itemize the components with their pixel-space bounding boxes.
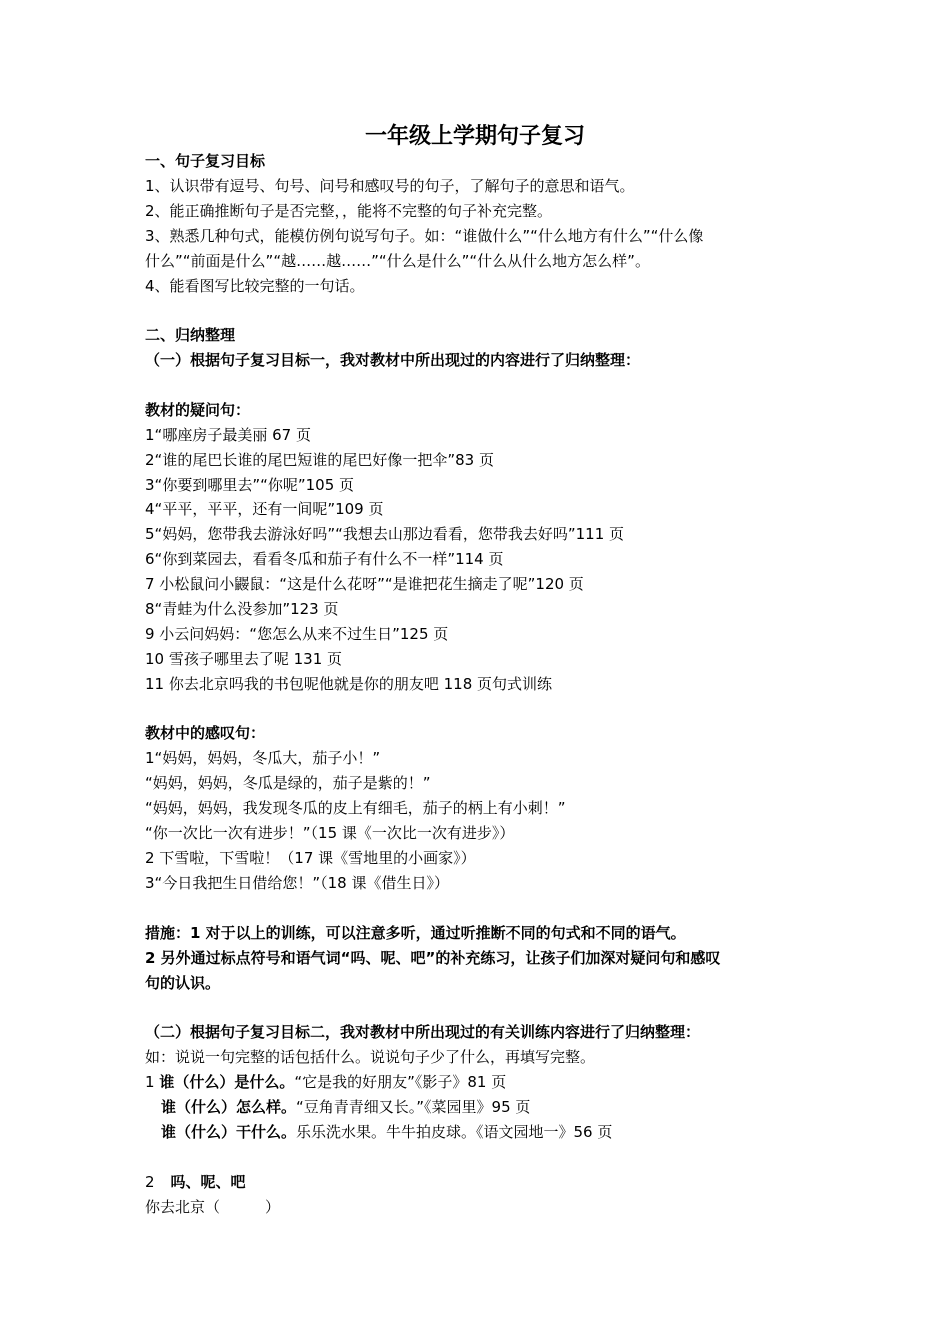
question-item: 11 你去北京吗我的书包呢他就是你的朋友吧 118 页句式训练 <box>145 675 553 693</box>
question-item: 5“妈妈，您带我去游泳好吗”“我想去山那边看看，您带我去好吗”111 页 <box>145 525 625 543</box>
example-intro: 如：说说一句完整的话包括什么。说说句子少了什么，再填写完整。 <box>145 1048 596 1066</box>
goal-item: 4、能看图写比较完整的一句话。 <box>145 277 365 295</box>
question-item: 7 小松鼠问小鼹鼠：“这是什么花呀”“是谁把花生摘走了呢”120 页 <box>145 575 584 593</box>
pattern-line <box>145 1070 825 1095</box>
section-1-heading: 一、句子复习目标 <box>145 152 266 170</box>
subsection-1-heading: （一）根据句子复习目标一，我对教材中所出现过的内容进行了归纳整理： <box>145 351 641 369</box>
subsection-2-heading: （二）根据句子复习目标二，我对教材中所出现过的有关训练内容进行了归纳整理： <box>145 1023 701 1041</box>
pattern-label: 谁（什么）干什么。 <box>161 1123 297 1141</box>
pattern-label: 谁（什么）是什么。 <box>159 1073 295 1091</box>
goal-item: 3、熟悉几种句式，能模仿例句说写句子。如：“谁做什么”“什么地方有什么”“什么像 <box>145 227 704 245</box>
goal-item: 什么”“前面是什么”“越……越……”“什么是什么”“什么从什么地方怎么样”。 <box>145 252 650 270</box>
question-item: 6“你到菜园去，看看冬瓜和茄子有什么不一样”114 页 <box>145 550 504 568</box>
measures-line: 措施：1 对于以上的训练，可以注意多听，通过听推断不同的句式和不同的语气。 <box>145 924 686 942</box>
pattern-example: “豆角青青细又长。”《菜园里》95 页 <box>296 1098 531 1116</box>
item-2-line <box>145 1170 825 1195</box>
item-2-number: 2 <box>145 1173 155 1191</box>
goal-item: 2、能正确推断句子是否完整，，能将不完整的句子补充完整。 <box>145 202 553 220</box>
question-item: 9 小云问妈妈：“您怎么从来不过生日”125 页 <box>145 625 449 643</box>
question-item: 10 雪孩子哪里去了呢 131 页 <box>145 650 343 668</box>
exclamation-item: 2 下雪啦，下雪啦！（17 课《雪地里的小画家》） <box>145 849 476 867</box>
question-item: 1“哪座房子最美丽 67 页 <box>145 426 311 444</box>
question-item: 8“青蛙为什么没参加”123 页 <box>145 600 339 618</box>
questions-heading: 教材的疑问句： <box>145 401 251 419</box>
pattern-line <box>161 1095 841 1120</box>
exclamation-item: “你一次比一次有进步！”（15 课《一次比一次有进步》） <box>145 824 515 842</box>
pattern-line <box>161 1120 841 1145</box>
goal-item: 1、认识带有逗号、句号、问号和感叹号的句子，了解句子的意思和语气。 <box>145 177 635 195</box>
section-2-heading: 二、归纳整理 <box>145 326 236 344</box>
exclamations-heading: 教材中的感叹句： <box>145 724 266 742</box>
exclamation-item: “妈妈，妈妈，我发现冬瓜的皮上有细毛，茄子的柄上有小刺！” <box>145 799 566 817</box>
question-item: 2“谁的尾巴长谁的尾巴短谁的尾巴好像一把伞”83 页 <box>145 451 494 469</box>
pattern-example: 乐乐洗水果。牛牛拍皮球。《语文园地一》56 页 <box>296 1123 613 1141</box>
measures-line: 句的认识。 <box>145 974 221 992</box>
pattern-example: “它是我的好朋友”《影子》81 页 <box>294 1073 507 1091</box>
question-item: 4“平平，平平，还有一间呢”109 页 <box>145 500 384 518</box>
exclamation-item: 3“今日我把生日借给您！”（18 课《借生日》） <box>145 874 449 892</box>
exclamation-item: 1“妈妈，妈妈，冬瓜大，茄子小！” <box>145 749 381 767</box>
exclamation-item: “妈妈，妈妈，冬瓜是绿的，茄子是紫的！” <box>145 774 431 792</box>
question-item: 3“你要到哪里去”“你呢”105 页 <box>145 476 355 494</box>
pattern-number: 1 <box>145 1073 160 1091</box>
fill-blank-line: 你去北京（ ） <box>145 1198 281 1216</box>
measures-line: 2 另外通过标点符号和语气词“吗、呢、吧”的补充练习，让孩子们加深对疑问句和感叹 <box>145 949 721 967</box>
pattern-label: 谁（什么）怎么样。 <box>161 1098 297 1116</box>
document-title: 一年级上学期句子复习 <box>364 124 585 149</box>
item-2-label: 吗、呢、吧 <box>170 1173 246 1191</box>
